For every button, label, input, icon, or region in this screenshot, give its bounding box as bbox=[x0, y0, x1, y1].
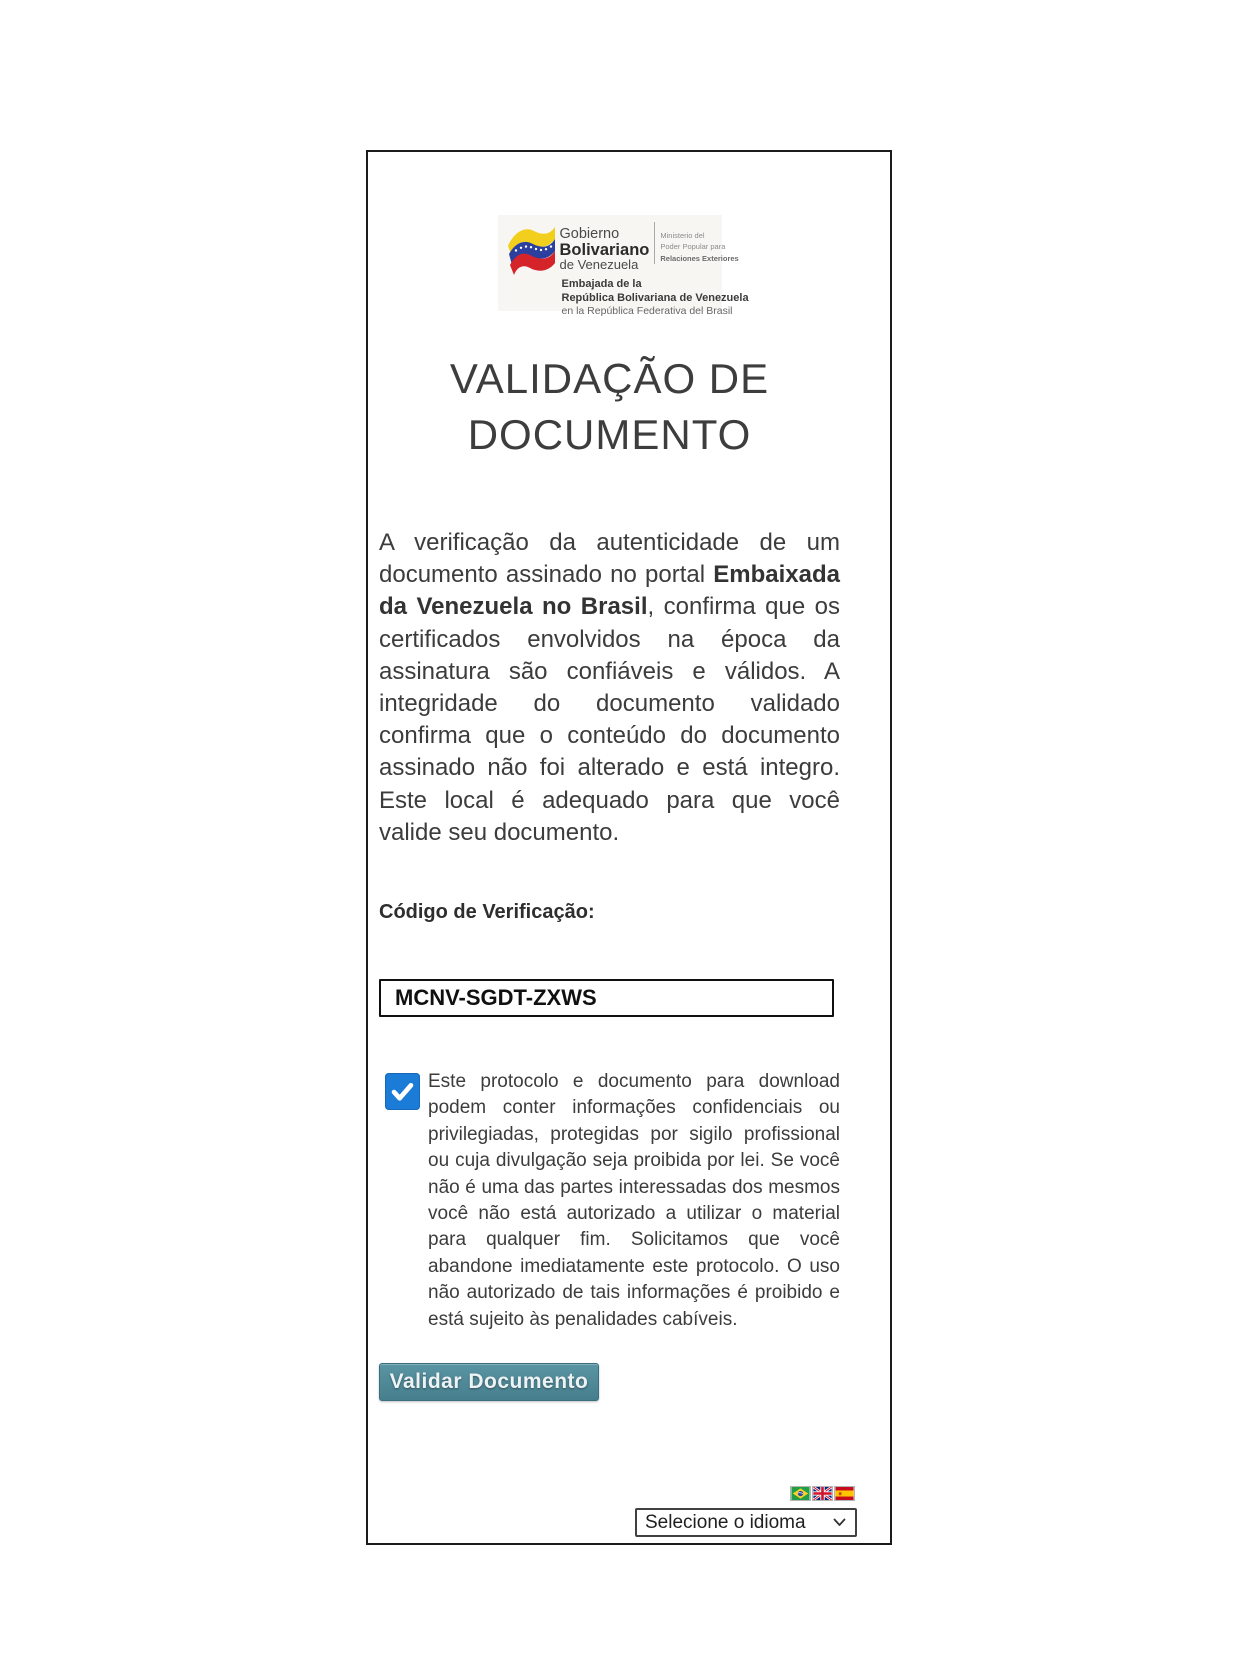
intro-text-pre: A verificação da autenticidade de um documento assinado no portal bbox=[379, 529, 840, 589]
disclaimer-checkbox[interactable] bbox=[385, 1073, 420, 1110]
intro-text-bold: Embaixada da Venezuela no Brasil bbox=[379, 561, 840, 621]
government-wordmark bbox=[560, 222, 650, 271]
intro-text-post: , confirma que os certificados envolvidos na época da assinatura são confiáveis e válidos. A integridade do documento validado confirma que o conteúdo do documento assinado não foi alterado e está integro. Este local é adequado para que você valide seu documento. bbox=[379, 593, 840, 846]
gov-line-3: de Venezuela bbox=[559, 257, 639, 272]
main-content bbox=[379, 215, 840, 1401]
ministry-line-1: Ministerio del bbox=[660, 231, 705, 240]
spain-flag-icon[interactable] bbox=[834, 1486, 855, 1501]
embassy-line-3: en la República Federativa del Brasil bbox=[561, 305, 733, 318]
validate-document-button[interactable]: Validar Documento bbox=[379, 1363, 599, 1401]
verification-code-label: Código de Verificação: bbox=[379, 901, 595, 924]
ministry-line-3: Relaciones Exteriores bbox=[660, 253, 739, 263]
ministry-text bbox=[654, 222, 738, 264]
gov-line-1: Gobierno bbox=[559, 226, 620, 242]
embassy-line-2: República Bolivariana de Venezuela bbox=[561, 292, 749, 305]
disclaimer-text: Este protocolo e documento para download podem conter informações confidenciais ou privilegiadas, protegidas por sigilo profissional ou cuja divulgação seja proibida por lei. Se você não é uma das partes interessadas dos mesmos você não está autorizado a utilizar o material para qualquer fim. Solicitamos que você abandone imediatamente este protocolo. O uso não autorizado de tais informações é proibido e está sujeito às penalidades cabíveis. bbox=[428, 1071, 840, 1330]
brazil-flag-icon[interactable] bbox=[790, 1486, 811, 1501]
disclaimer-section bbox=[379, 1069, 840, 1333]
language-select-label: Selecione o idioma bbox=[645, 1511, 806, 1533]
logo-top-row bbox=[505, 222, 739, 274]
language-select[interactable] bbox=[635, 1508, 857, 1537]
venezuela-flag-icon bbox=[505, 222, 557, 274]
embassy-text bbox=[561, 277, 749, 319]
language-section bbox=[635, 1486, 857, 1537]
ministry-line-2: Poder Popular para bbox=[660, 242, 726, 252]
embassy-line-1: Embajada de la bbox=[561, 278, 642, 290]
chevron-down-icon bbox=[833, 1515, 846, 1530]
verification-code-input[interactable] bbox=[379, 979, 834, 1017]
gov-line-2: Bolivariano bbox=[559, 240, 650, 259]
validation-panel bbox=[366, 150, 892, 1545]
uk-flag-icon[interactable] bbox=[812, 1486, 833, 1501]
language-flags bbox=[635, 1486, 855, 1501]
checkmark-icon bbox=[389, 1078, 416, 1105]
page-title: VALIDAÇÃO DE DOCUMENTO bbox=[449, 355, 770, 458]
intro-paragraph bbox=[379, 527, 840, 849]
embassy-logo bbox=[498, 215, 749, 318]
